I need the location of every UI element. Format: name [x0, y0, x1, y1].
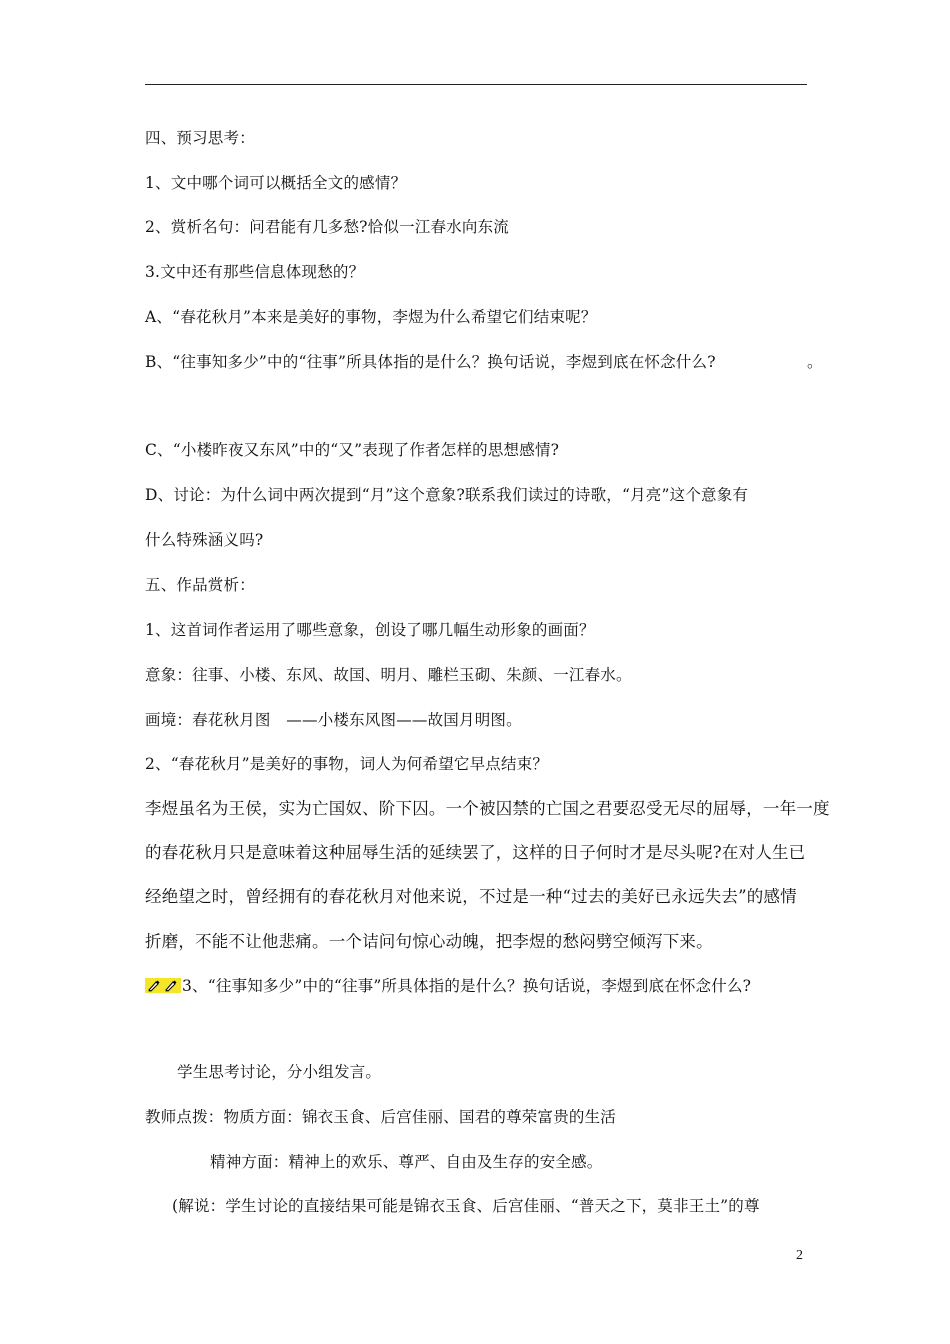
analysis-q3: 3、“往事知多少”中的“往事”所具体指的是什么？换句话说，李煜到底在怀念什么? [182, 977, 752, 995]
analysis-q2: 2、“春花秋月”是美好的事物，词人为何希望它早点结束？ [145, 755, 549, 773]
paragraph-line: 经绝望之时，曾经拥有的春花秋月对他来说，不过是一种“过去的美好已永远失去”的感情 [145, 887, 797, 906]
paragraph-line: 折磨，不能不让他悲痛。一个诘问句惊心动魄，把李煜的愁闷劈空倾泻下来。 [145, 932, 713, 951]
question-b-tail: 。 [807, 353, 823, 371]
question-a: A、“春花秋月”本来是美好的事物，李煜为什么希望它们结束呢？ [145, 308, 597, 326]
question-3: 3.文中还有那些信息体现愁的？ [145, 263, 365, 281]
header-rule [145, 84, 807, 85]
pencil-icon [145, 978, 181, 993]
question-2: 2、赏析名句：问君能有几多愁?恰似一江春水向东流 [145, 218, 509, 236]
section-heading-preview: 四、预习思考： [145, 129, 255, 147]
student-discussion: 学生思考讨论，分小组发言。 [177, 1063, 382, 1081]
explanation-note: (解说：学生讨论的直接结果可能是锦衣玉食、后宫佳丽、“普天之下，莫非王土”的尊 [172, 1197, 760, 1215]
scene-list: 画境：春花秋月图 ——小楼东风图——故国月明图。 [145, 711, 522, 729]
question-b: B、“往事知多少”中的“往事”所具体指的是什么？换句话说，李煜到底在怀念什么? [145, 353, 716, 371]
pencil-icon [164, 979, 178, 992]
question-d: D、讨论：为什么词中两次提到“月”这个意象?联系我们读过的诗歌，“月亮”这个意象有 [145, 486, 749, 504]
question-d-cont: 什么特殊涵义吗? [145, 531, 264, 549]
imagery-list: 意象：往事、小楼、东风、故国、明月、雕栏玉砌、朱颜、一江春水。 [145, 666, 632, 684]
analysis-q1: 1、这首词作者运用了哪些意象，创设了哪几幅生动形象的画面？ [145, 621, 595, 639]
analysis-q3-row [145, 976, 751, 996]
question-c: C、“小楼昨夜又东风”中的“又”表现了作者怎样的思想感情? [145, 441, 560, 459]
paragraph-line: 的春花秋月只是意味着这种屈辱生活的延续罢了，这样的日子何时才是尽头呢?在对人生已 [145, 843, 806, 862]
pencil-icon [147, 979, 161, 992]
section-heading-analysis: 五、作品赏析： [145, 576, 255, 594]
paragraph-line: 李煜虽名为王侯，实为亡国奴、阶下囚。一个被囚禁的亡国之君要忍受无尽的屈辱，一年一度 [145, 799, 830, 818]
teacher-guidance: 教师点拨：物质方面：锦衣玉食、后宫佳丽、国君的尊荣富贵的生活 [145, 1108, 617, 1126]
page-number: 2 [796, 1248, 803, 1263]
question-1: 1、文中哪个词可以概括全文的感情？ [145, 174, 407, 192]
spiritual-aspect: 精神方面：精神上的欢乐、尊严、自由及生存的安全感。 [210, 1153, 603, 1171]
